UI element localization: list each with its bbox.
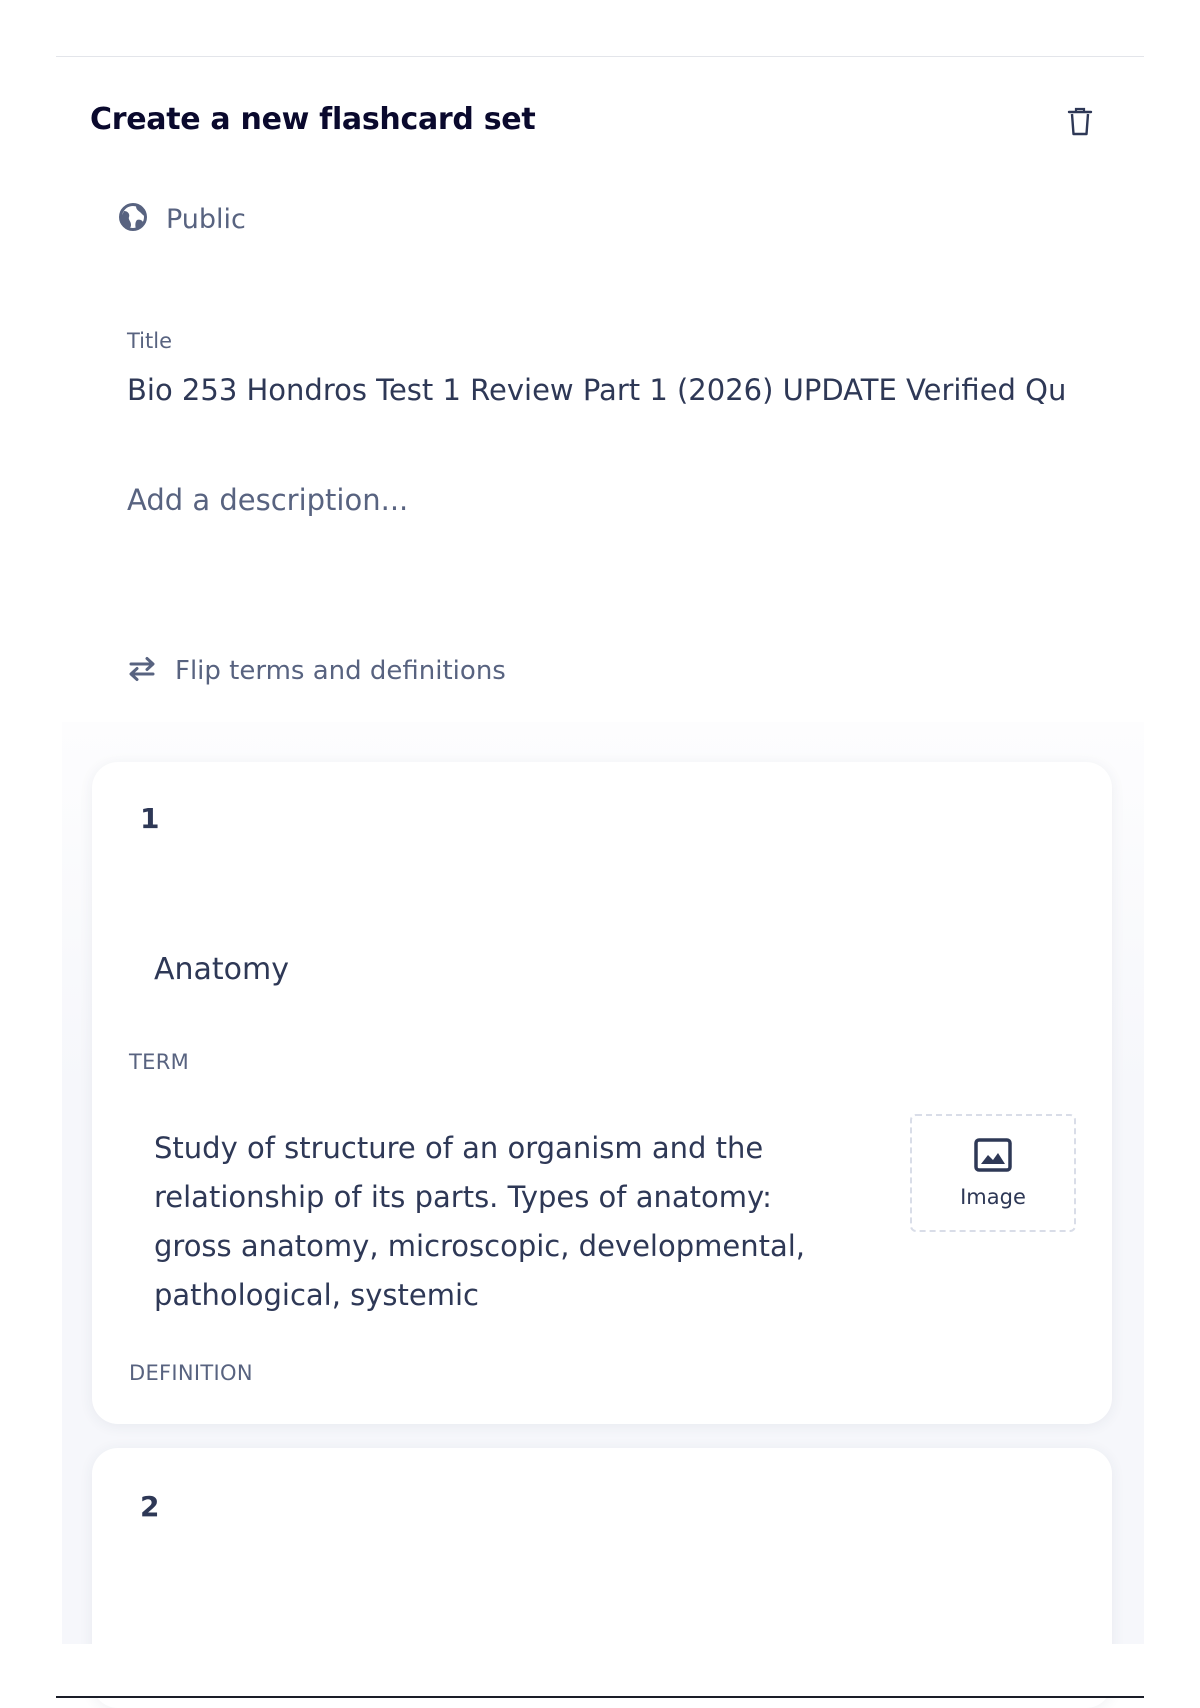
bottom-fade bbox=[56, 1644, 1144, 1696]
swap-arrows-icon bbox=[127, 656, 157, 686]
description-input[interactable] bbox=[127, 478, 1079, 522]
visibility-label: Public bbox=[166, 203, 246, 235]
term-input[interactable]: Anatomy bbox=[154, 952, 290, 987]
add-image-button[interactable] bbox=[910, 1114, 1076, 1232]
image-icon bbox=[973, 1137, 1013, 1177]
delete-set-button[interactable] bbox=[1064, 106, 1096, 142]
bottom-divider bbox=[56, 1696, 1144, 1698]
card-number: 1 bbox=[140, 802, 160, 835]
top-divider bbox=[56, 56, 1144, 57]
definition-input[interactable]: Study of structure of an organism and the relationship of its parts. Types of anatomy: gross anatomy, microscopic, developmental, pathological, systemic bbox=[154, 1131, 806, 1312]
image-label: Image bbox=[960, 1185, 1026, 1209]
trash-icon bbox=[1067, 107, 1093, 141]
flip-terms-button[interactable] bbox=[127, 656, 506, 686]
flashcard-1 bbox=[92, 762, 1112, 1424]
page-title: Create a new flashcard set bbox=[90, 102, 536, 137]
title-field-label: Title bbox=[127, 329, 173, 353]
term-label: TERM bbox=[129, 1050, 190, 1074]
visibility-toggle[interactable] bbox=[118, 202, 246, 236]
definition-label: DEFINITION bbox=[129, 1361, 253, 1385]
card-number: 2 bbox=[140, 1490, 160, 1523]
title-input[interactable] bbox=[127, 368, 1079, 412]
flip-terms-label: Flip terms and definitions bbox=[175, 656, 506, 686]
globe-icon bbox=[118, 202, 148, 236]
